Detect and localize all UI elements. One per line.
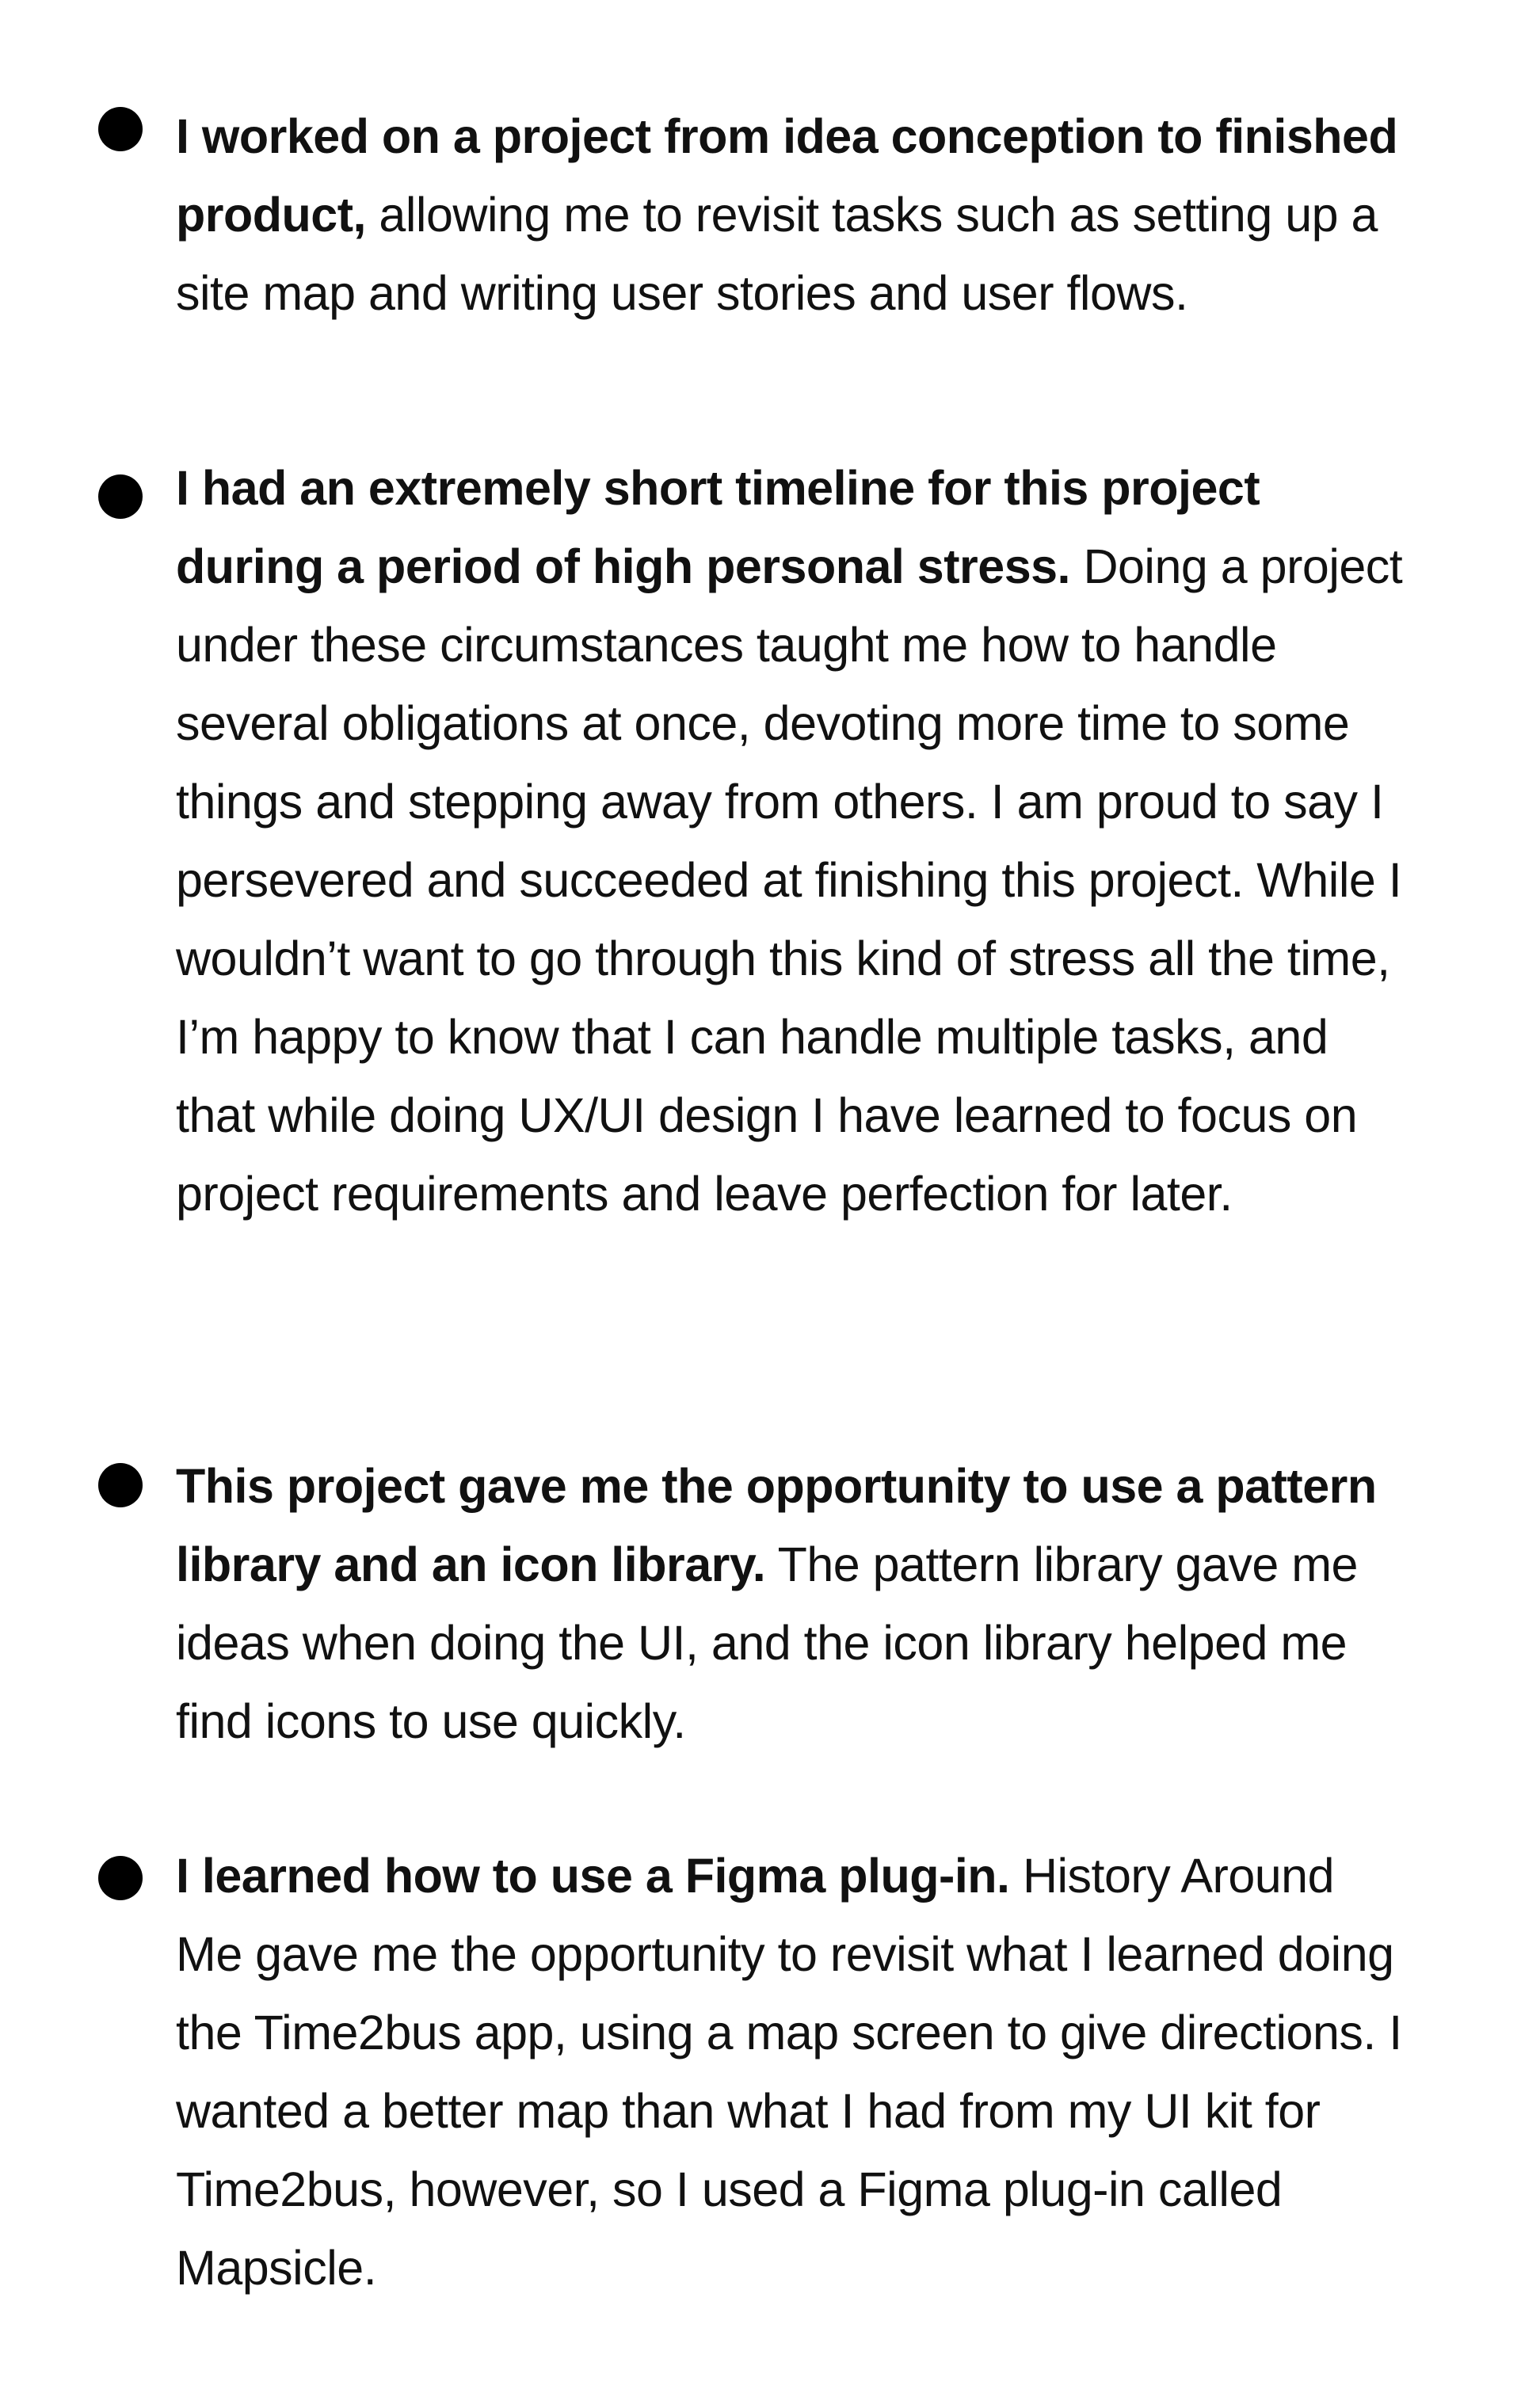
bullet-dot-icon	[98, 1856, 143, 1900]
list-item-body: The pattern library gave me ideas when doing the UI, and the icon library helped me find icons to use quickly.	[176, 1537, 1358, 1748]
list-item	[176, 1447, 1412, 1761]
list-item	[176, 449, 1412, 1233]
list-item-body: allowing me to revisit tasks such as setting up a site map and writing user stories and user flows.	[176, 188, 1378, 320]
bullet-dot-icon	[98, 474, 143, 519]
list-item-lead: I learned how to use a Figma plug-in.	[176, 1849, 1010, 1903]
bullet-dot-icon	[98, 107, 143, 151]
list-item-lead: I had an extremely short timeline for this project during a period of high personal stress.	[176, 461, 1260, 593]
list-item-lead: I worked on a project from idea conception to finished product,	[176, 109, 1398, 242]
list-item-body: Doing a project under these circumstances taught me how to handle several obligations at once, devoting more time to some things and stepping away from others. I am proud to say I persevered and succeeded at finishing this project. While I wouldn’t want to go through this kind of stress all the time, I’m happy to know that I can handle multiple tasks, and that while doing UX/UI design I have learned to focus on project requirements and leave perfection for later.	[176, 539, 1403, 1221]
list-item	[176, 1837, 1412, 2307]
list-item	[176, 97, 1412, 333]
list-item-body: History Around Me gave me the opportunity to revisit what I learned doing the Time2bus app, using a map screen to give directions. I wanted a better map than what I had from my UI kit for Time2bus, however, so I used a Figma plug-in called Mapsicle.	[176, 1849, 1402, 2295]
list-item-lead: This project gave me the opportunity to use a pattern library and an icon library.	[176, 1459, 1377, 1591]
bullet-dot-icon	[98, 1463, 143, 1507]
